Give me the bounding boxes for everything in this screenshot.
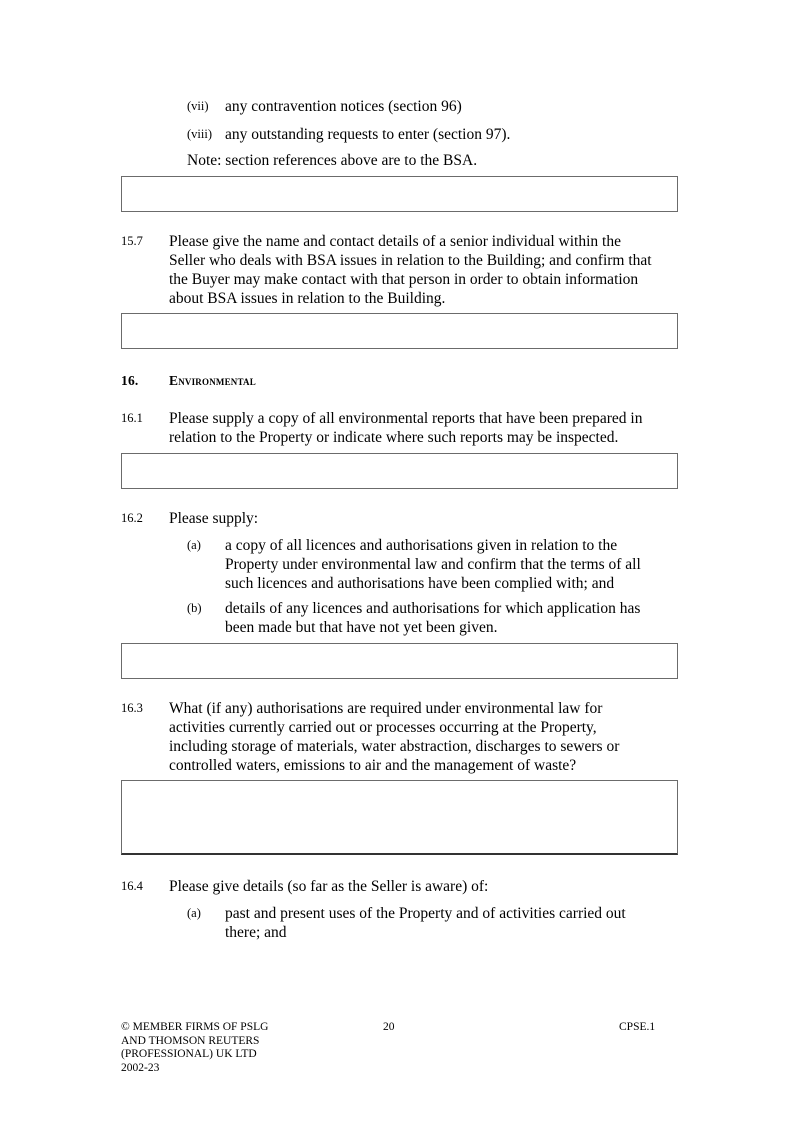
list-item-16-2-a [225,536,685,593]
footer-line: (PROFESSIONAL) UK LTD [121,1048,257,1060]
page-number: 20 [383,1021,395,1033]
question-number-16-1: 16.1 [121,411,143,425]
question-line: about BSA issues in relation to the Building. [169,290,446,307]
section-title-environmental: Environmental [169,373,256,388]
question-line: Please supply a copy of all environmental reports that have been prepared in [169,410,643,427]
list-item-16-2-b [225,599,685,637]
list-line: been made but that have not yet been given. [225,619,498,636]
list-item-vii: any contravention notices (section 96) [225,98,462,115]
question-line: controlled waters, emissions to air and the management of waste? [169,757,577,774]
list-line: there; and [225,924,287,941]
question-line: Seller who deals with BSA issues in relation to the Building; and confirm that [169,252,652,269]
list-line: a copy of all licences and authorisations given in relation to the [225,537,618,554]
question-15-7 [169,232,689,308]
question-line: relation to the Property or indicate where such reports may be inspected. [169,429,619,446]
question-16-4-intro: Please give details (so far as the Seller is aware) of: [169,878,489,895]
question-line: What (if any) authorisations are required under environmental law for [169,700,603,717]
question-line: the Buyer may make contact with that person in order to obtain information [169,271,639,288]
question-line: including storage of materials, water abstraction, discharges to sewers or [169,738,620,755]
footer-copyright [121,1021,268,1075]
answer-box-16-3[interactable] [121,780,678,855]
answer-box-16-1[interactable] [121,453,678,489]
bsa-note: Note: section references above are to the BSA. [187,152,478,169]
footer-line: AND THOMSON REUTERS [121,1034,260,1047]
answer-box-15-6[interactable] [121,176,678,212]
list-item-viii: any outstanding requests to enter (section 97). [225,126,511,143]
list-line: Property under environmental law and confirm that the terms of all [225,556,641,573]
list-marker-vii: (vii) [187,99,209,113]
footer-line: 2002-23 [121,1061,160,1074]
answer-box-15-7[interactable] [121,313,678,349]
question-line: Please give the name and contact details of a senior individual within the [169,233,621,250]
question-number-16-2: 16.2 [121,511,143,525]
question-16-2-intro: Please supply: [169,510,259,527]
question-16-3 [169,699,689,775]
list-item-16-4-a [225,904,685,942]
list-marker-b: (b) [187,601,202,615]
question-number-16-3: 16.3 [121,701,143,715]
list-line: such licences and authorisations have been complied with; and [225,575,615,592]
list-line: details of any licences and authorisations for which application has [225,600,641,617]
question-number-16-4: 16.4 [121,879,143,893]
question-16-1 [169,409,689,447]
list-marker-a: (a) [187,906,201,920]
question-number-15-7: 15.7 [121,234,143,248]
list-marker-viii: (viii) [187,127,212,141]
footer-line: © MEMBER FIRMS OF PSLG [121,1021,269,1033]
section-number-16: 16. [121,373,139,388]
answer-box-16-2[interactable] [121,643,678,679]
form-code: CPSE.1 [619,1021,656,1033]
list-line: past and present uses of the Property and of activities carried out [225,905,626,922]
question-line: activities currently carried out or processes occurring at the Property, [169,719,597,736]
list-marker-a: (a) [187,538,201,552]
